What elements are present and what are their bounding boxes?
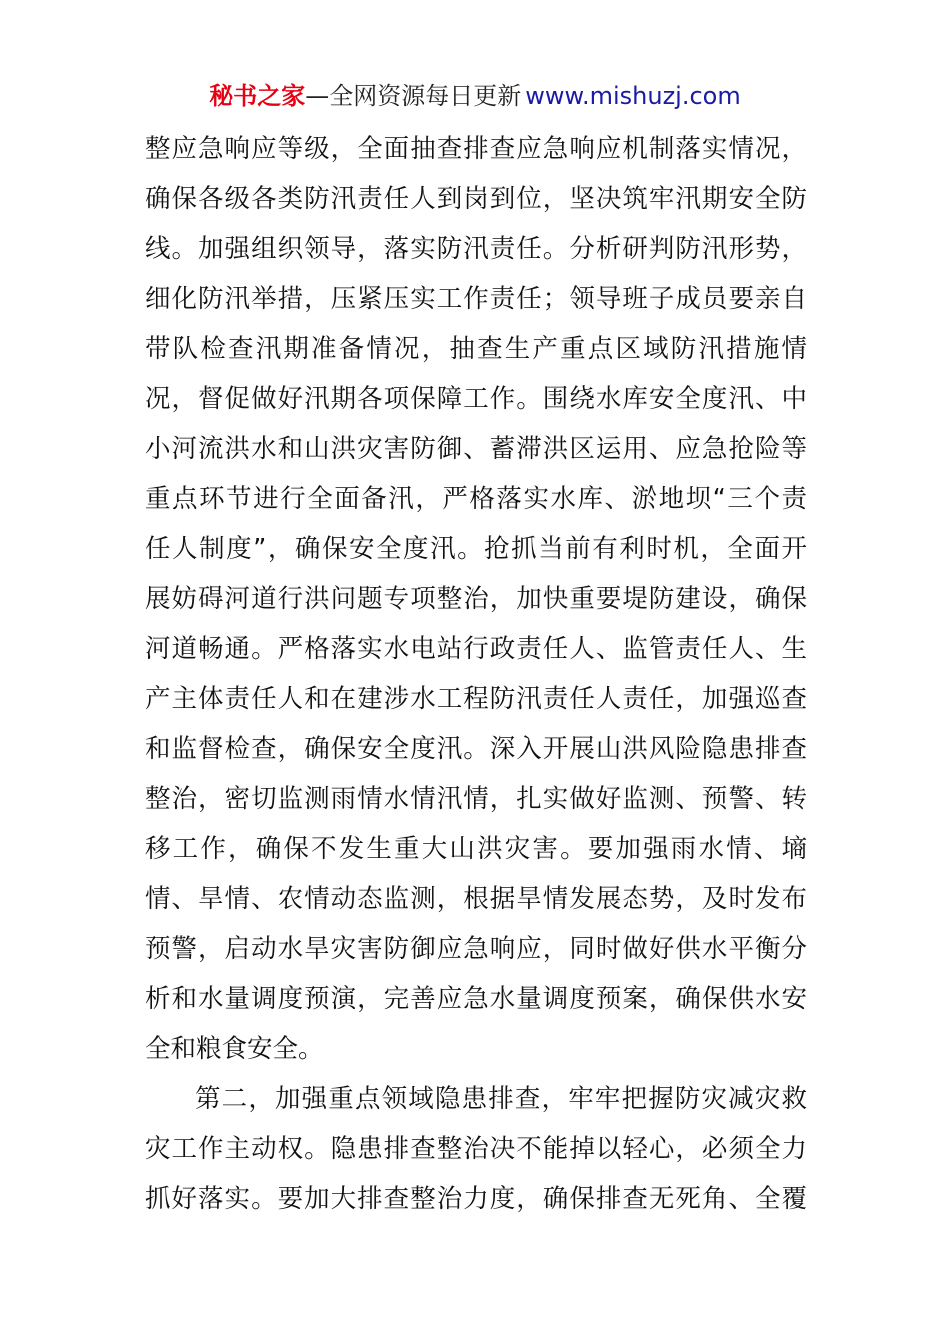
text-line: 整治，密切监测雨情水情汛情，扎实做好监测、预警、转 bbox=[145, 784, 807, 814]
text-line: 况，督促做好汛期各项保障工作。围绕水库安全度汛、中 bbox=[145, 384, 807, 414]
site-tagline: —全网资源每日更新 bbox=[305, 82, 522, 110]
paragraph-1 bbox=[145, 124, 807, 1074]
text-line: 产主体责任人和在建涉水工程防汛责任人责任，加强巡查 bbox=[145, 684, 807, 714]
text-line: 移工作，确保不发生重大山洪灾害。要加强雨水情、墒 bbox=[145, 834, 807, 864]
document-body bbox=[145, 124, 807, 1224]
text-line: 抓好落实。要加大排查整治力度，确保排查无死角、全覆 bbox=[145, 1184, 807, 1214]
text-line: 预警，启动水旱灾害防御应急响应，同时做好供水平衡分 bbox=[145, 934, 807, 964]
text-line: 河道畅通。严格落实水电站行政责任人、监管责任人、生 bbox=[145, 634, 807, 664]
paragraph-2 bbox=[145, 1074, 807, 1224]
site-header bbox=[0, 80, 950, 112]
text-line: 第二，加强重点领域隐患排查，牢牢把握防灾减灾救 bbox=[195, 1084, 807, 1114]
text-line: 细化防汛举措，压紧压实工作责任；领导班子成员要亲自 bbox=[145, 284, 807, 314]
text-line: 带队检查汛期准备情况，抽查生产重点区域防汛措施情 bbox=[145, 334, 807, 364]
text-line: 任人制度”，确保安全度汛。抢抓当前有利时机，全面开 bbox=[145, 534, 807, 564]
text-line: 情、旱情、农情动态监测，根据旱情发展态势，及时发布 bbox=[145, 884, 807, 914]
text-line: 确保各级各类防汛责任人到岗到位，坚决筑牢汛期安全防 bbox=[145, 184, 807, 214]
text-line: 全和粮食安全。 bbox=[145, 1034, 324, 1064]
text-line: 灾工作主动权。隐患排查整治决不能掉以轻心，必须全力 bbox=[145, 1134, 807, 1164]
text-line: 整应急响应等级，全面抽查排查应急响应机制落实情况， bbox=[145, 134, 807, 164]
site-url-link[interactable]: www.mishuzj.com bbox=[525, 82, 741, 110]
text-line: 析和水量调度预演，完善应急水量调度预案，确保供水安 bbox=[145, 984, 807, 1014]
text-line: 和监督检查，确保安全度汛。深入开展山洪风险隐患排查 bbox=[145, 734, 807, 764]
text-line: 展妨碍河道行洪问题专项整治，加快重要堤防建设，确保 bbox=[145, 584, 807, 614]
site-brand: 秘书之家 bbox=[209, 82, 306, 110]
text-line: 重点环节进行全面备汛，严格落实水库、淤地坝“三个责 bbox=[145, 484, 807, 514]
text-line: 小河流洪水和山洪灾害防御、蓄滞洪区运用、应急抢险等 bbox=[145, 434, 807, 464]
text-line: 线。加强组织领导，落实防汛责任。分析研判防汛形势， bbox=[145, 234, 807, 264]
